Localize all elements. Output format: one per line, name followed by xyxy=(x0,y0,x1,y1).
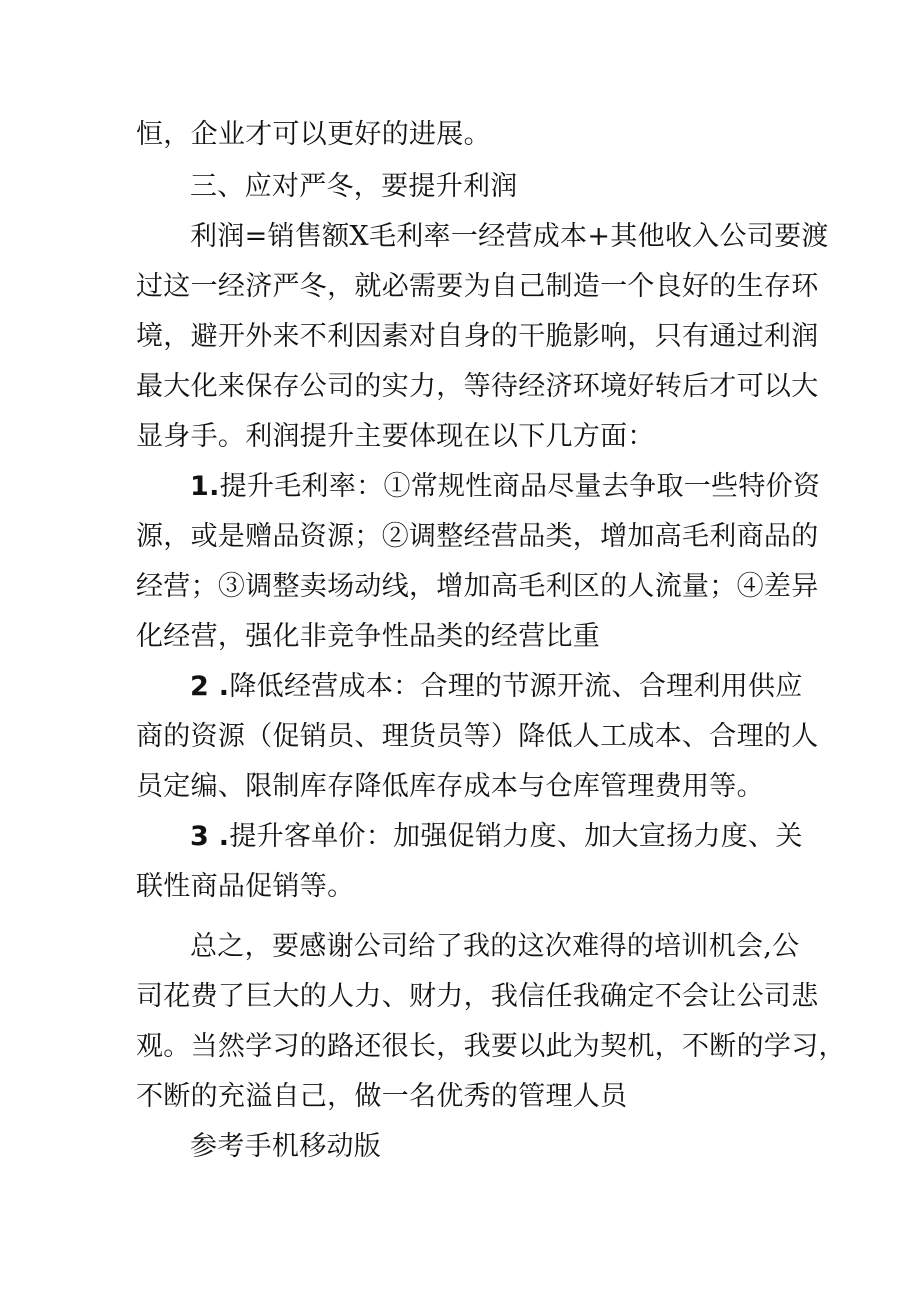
list-item-2 xyxy=(190,670,803,704)
list-item-text: 降低经营成本：合理的节源开流、合理利用供应 xyxy=(229,671,803,702)
text-line: 最大化来保存公司的实力，等待经济环境好转后才可以大 xyxy=(136,371,819,402)
text-line: 观。当然学习的路还很长，我要以此为契机，不断的学习， xyxy=(136,1031,846,1062)
text-line: 境，避开外来不利因素对自身的干脆影响，只有通过利润 xyxy=(136,321,819,352)
list-item-number: 1. xyxy=(190,471,220,502)
list-item-1 xyxy=(190,470,820,504)
list-item-text: 提升毛利率：①常规性商品尽量去争取一些特价资 xyxy=(219,471,821,502)
text-line: 显身手。利润提升主要体现在以下几方面： xyxy=(136,421,655,452)
text-line: 不断的充溢自己，做一名优秀的管理人员 xyxy=(136,1081,628,1112)
text-line: 恒，企业才可以更好的进展。 xyxy=(136,119,491,150)
text-line: 司花费了巨大的人力、财力，我信任我确定不会让公司悲 xyxy=(136,981,819,1012)
text-line: 源，或是赠品资源；②调整经营品类，增加高毛利商品的 xyxy=(136,521,819,552)
text-line: 利润=销售额X毛利率一经营成本+其他收入公司要渡 xyxy=(190,221,829,252)
text-line: 商的资源（促销员、理货员等）降低人工成本、合理的人 xyxy=(136,721,819,752)
text-line: 联性商品促销等。 xyxy=(136,871,355,902)
list-item-3 xyxy=(190,820,803,854)
list-item-number: 2 . xyxy=(190,671,230,702)
section-heading: 三、应对严冬，要提升利润 xyxy=(190,171,518,202)
text-line: 经营；③调整卖场动线，增加高毛利区的人流量；④差异 xyxy=(136,571,819,602)
list-item-number: 3 . xyxy=(190,821,230,852)
text-line: 过这一经济严冬，就必需要为自己制造一个良好的生存环 xyxy=(136,271,819,302)
footer-note: 参考手机移动版 xyxy=(190,1131,382,1162)
text-line: 总之，要感谢公司给了我的这次难得的培训机会,公 xyxy=(190,931,800,962)
text-line: 化经营，强化非竞争性品类的经营比重 xyxy=(136,621,601,652)
text-line: 员定编、限制库存降低库存成本与仓库管理费用等。 xyxy=(136,771,764,802)
list-item-text: 提升客单价：加强促销力度、加大宣扬力度、关 xyxy=(229,821,803,852)
